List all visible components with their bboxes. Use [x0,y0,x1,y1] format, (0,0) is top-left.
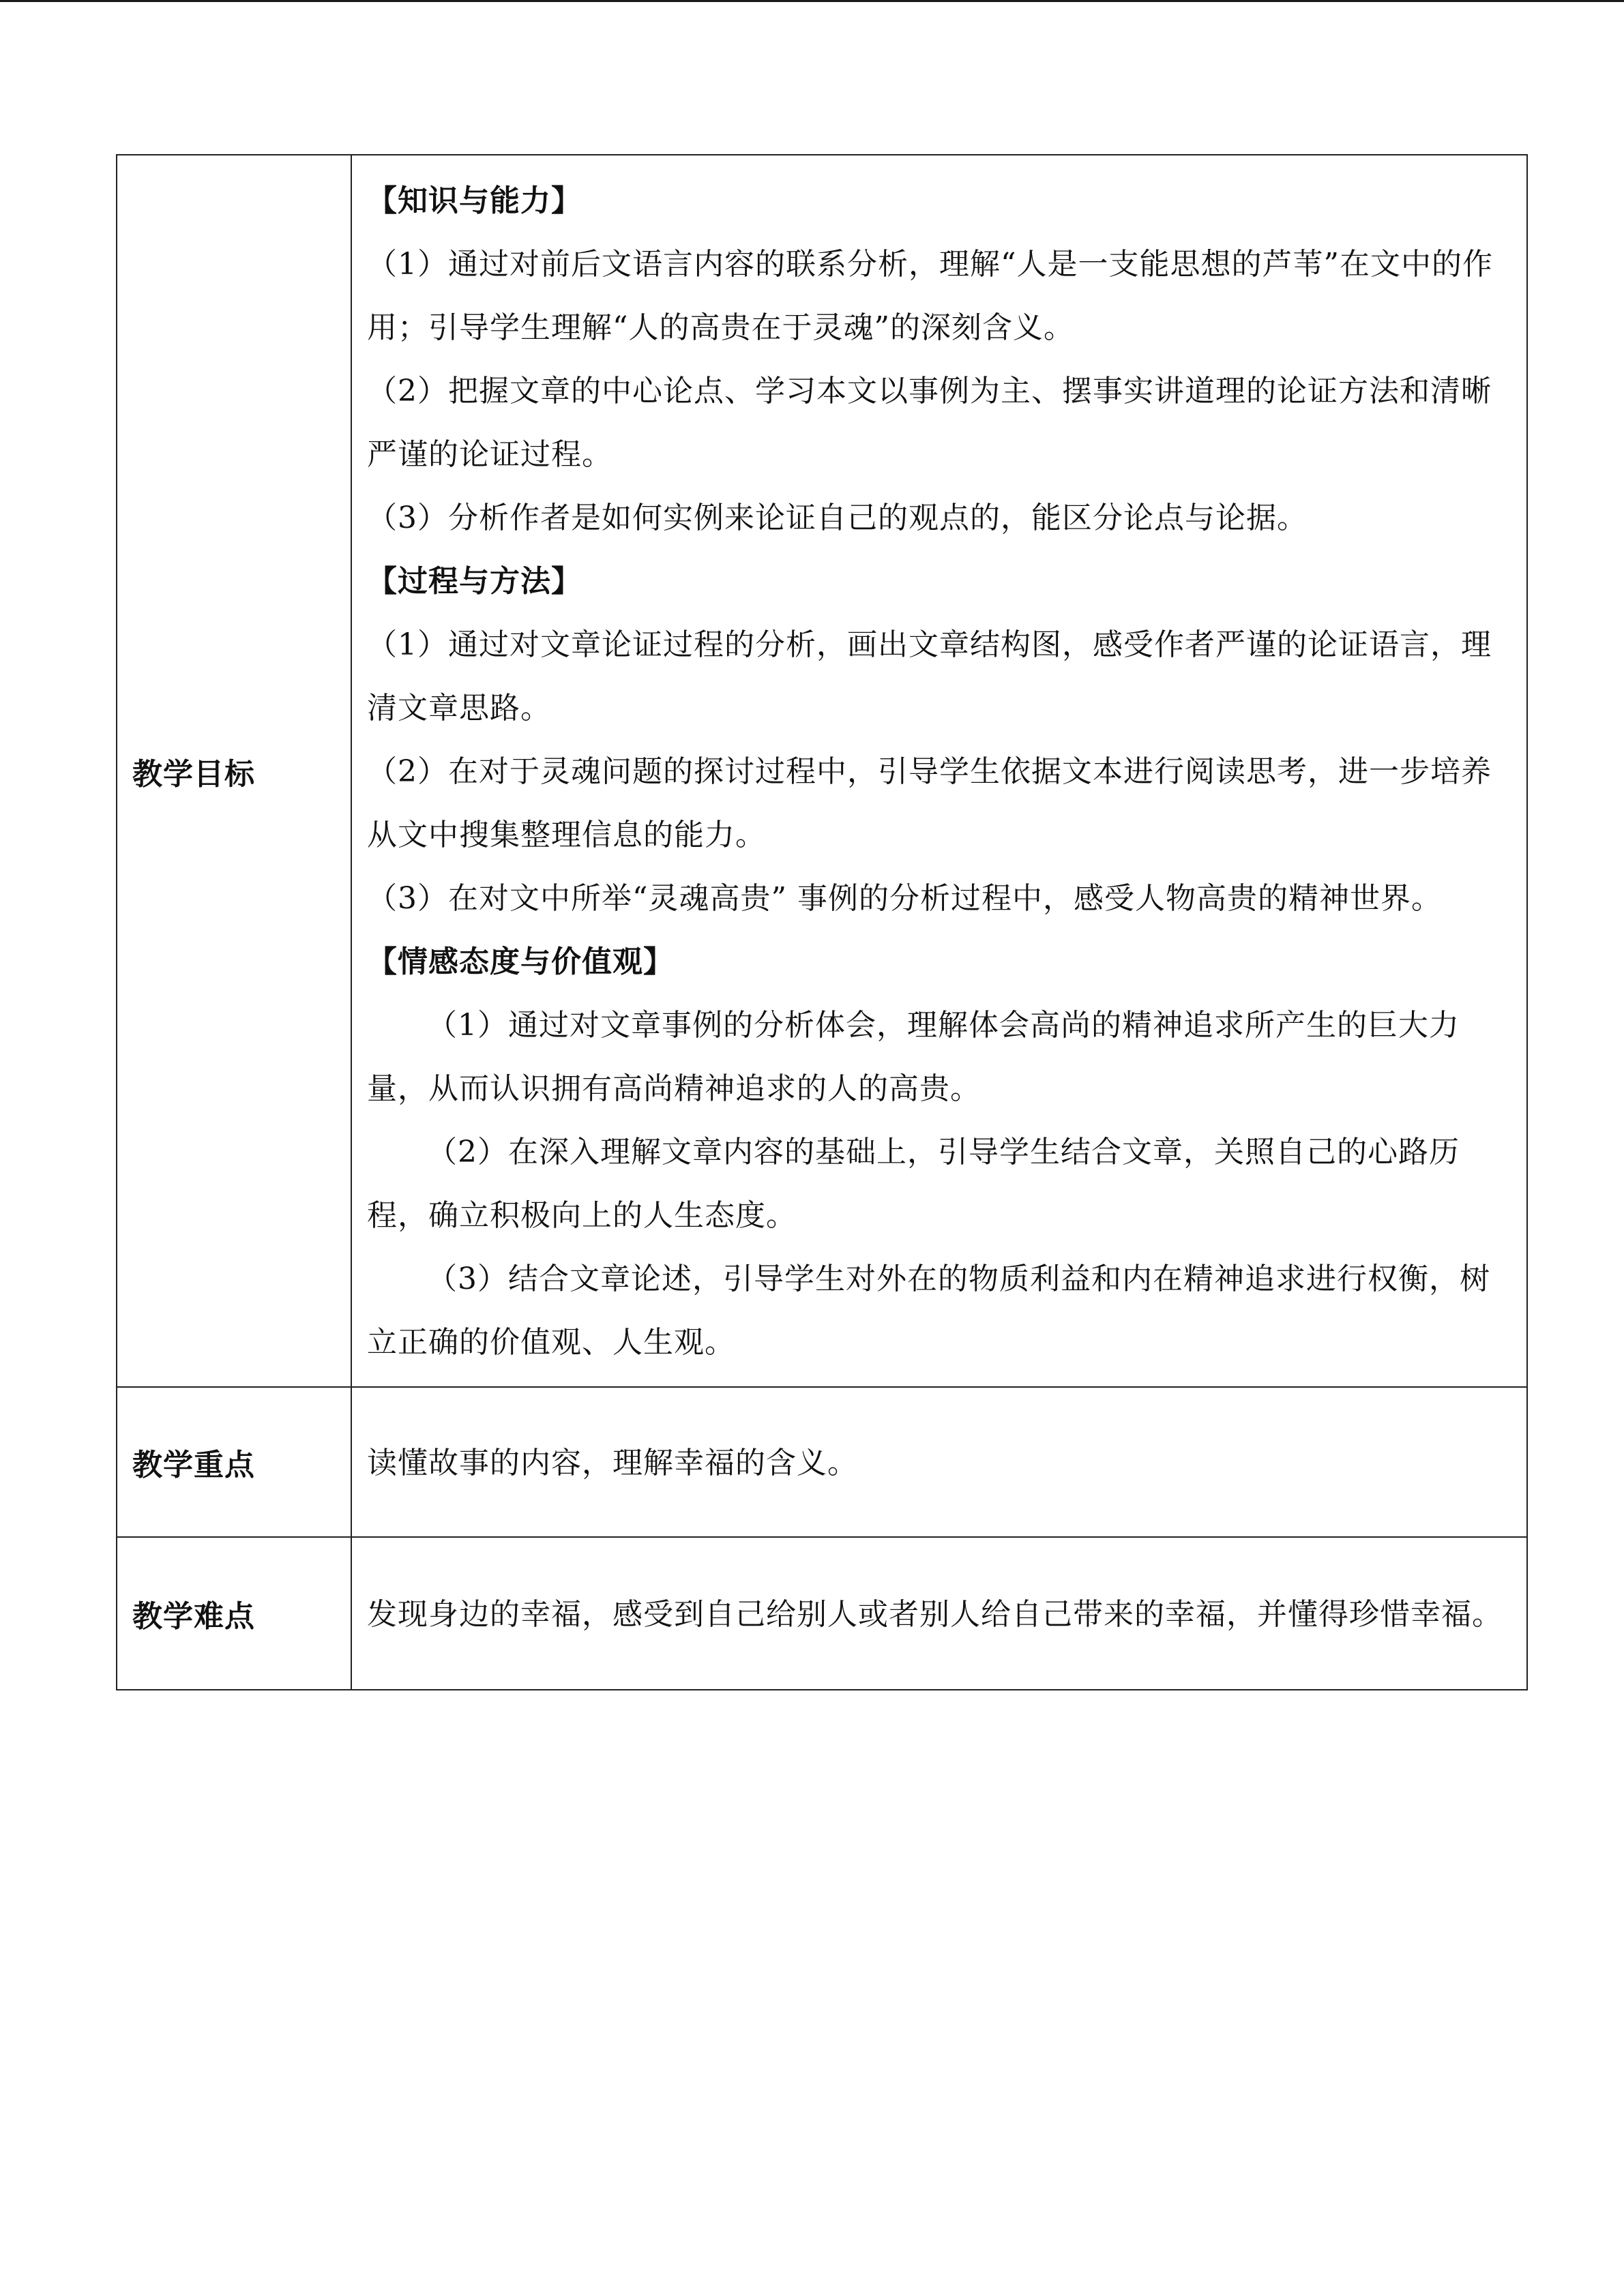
lesson-plan-table [116,154,1528,1690]
values-item-1: （1）通过对文章事例的分析体会，理解体会高尚的精神追求所产生的巨大力量，从而认识拥有高尚精神追求的人的高贵。 [367,1008,1460,1106]
knowledge-item-3: （3）分析作者是如何实例来论证自己的观点的，能区分论点与论据。 [367,501,1308,535]
values-item-2: （2）在深入理解文章内容的基础上，引导学生结合文章，关照自己的心路历程，确立积极向上的人生态度。 [367,1135,1460,1233]
section-heading-knowledge: 【知识与能力】 [367,183,582,218]
objectives-label: 教学目标 [117,155,351,1387]
key-points-label: 教学重点 [117,1387,351,1537]
table-row-difficulties [117,1537,1527,1690]
difficulties-text: 发现身边的幸福，感受到自己给别人或者别人给自己带来的幸福，并懂得珍惜幸福。 [367,1596,1503,1632]
objectives-content [351,155,1527,1387]
difficulties-content [351,1537,1527,1690]
knowledge-item-1: （1）通过对前后文语言内容的联系分析，理解“人是一支能思想的芦苇”在文中的作用；引导学生理解“人的高贵在于灵魂”的深刻含义。 [367,247,1493,345]
process-item-1: （1）通过对文章论证过程的分析，画出文章结构图，感受作者严谨的论证语言，理清文章思路。 [367,627,1492,726]
process-item-2: （2）在对于灵魂问题的探讨过程中，引导学生依据文本进行阅读思考，进一步培养从文中搜集整理信息的能力。 [367,754,1492,852]
process-item-3: （3）在对文中所举“灵魂高贵” 事例的分析过程中，感受人物高贵的精神世界。 [367,881,1442,916]
section-heading-process: 【过程与方法】 [367,564,582,599]
values-item-3: （3）结合文章论述，引导学生对外在的物质利益和内在精神追求进行权衡，树立正确的价值观、人生观。 [367,1262,1490,1360]
difficulties-label: 教学难点 [117,1537,351,1690]
knowledge-item-2: （2）把握文章的中心论点、学习本文以事例为主、摆事实讲道理的论证方法和清晰严谨的论证过程。 [367,374,1492,472]
key-points-text: 读懂故事的内容，理解幸福的含义。 [367,1445,858,1480]
page-top-border [0,0,1624,2]
table-row-key-points [117,1387,1527,1537]
section-heading-values: 【情感态度与价值观】 [367,944,674,979]
table-row-objectives [117,155,1527,1387]
key-points-content [351,1387,1527,1537]
